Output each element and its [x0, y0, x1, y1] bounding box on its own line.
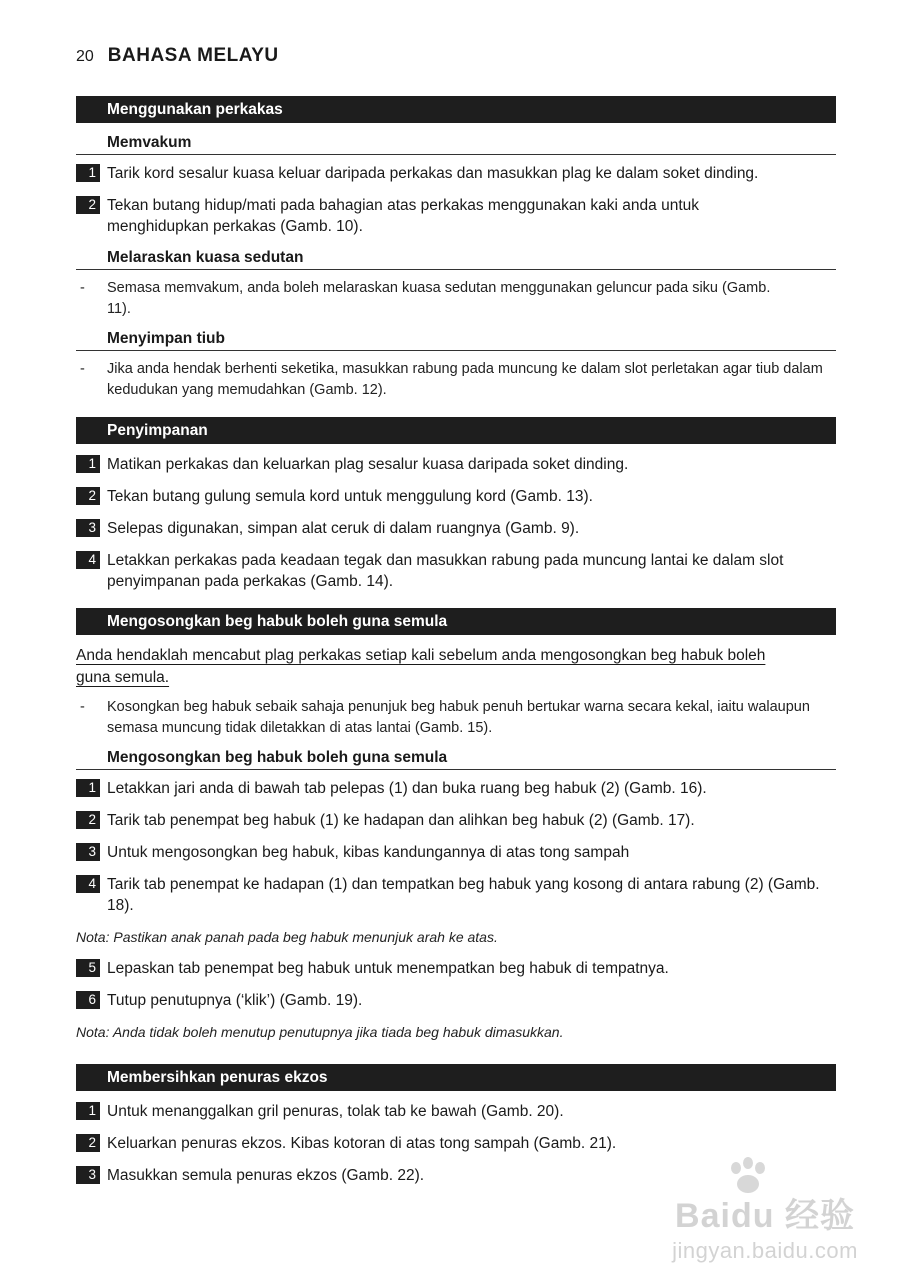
step-item: [76, 810, 836, 831]
step-number: 3: [76, 843, 100, 861]
watermark: [650, 1156, 880, 1263]
bullet-text: Kosongkan beg habuk sebaik sahaja penunjuk beg habuk penuh bertukar warna secara kekal, iaitu walaupun semasa muncung tidak diletakkan di atas lantai (Gamb. 15).: [107, 699, 810, 736]
bullet-dash: -: [80, 699, 85, 715]
step-item: [76, 842, 836, 863]
step-number: 4: [76, 551, 100, 569]
step-item: [76, 874, 836, 916]
step-text: Letakkan perkakas pada keadaan tegak dan masukkan rabung pada muncung lantai ke dalam slot penyimpanan pada perkakas (Gamb. 14).: [107, 552, 784, 590]
step-item: [76, 550, 836, 592]
step-text: Selepas digunakan, simpan alat ceruk di dalam ruangnya (Gamb. 9).: [107, 520, 580, 537]
step-item: [76, 1133, 836, 1154]
step-text: Matikan perkakas dan keluarkan plag sesalur kuasa daripada soket dinding.: [107, 456, 629, 473]
step-item: [76, 1101, 836, 1122]
step-item: [76, 518, 836, 539]
watermark-url: jingyan.baidu.com: [672, 1238, 858, 1263]
subheading: Melaraskan kuasa sedutan: [76, 248, 836, 270]
watermark-logo: Baidu 经验: [675, 1197, 855, 1235]
bullet-text: Semasa memvakum, anda boleh melaraskan kuasa sedutan menggunakan gelunc​ur pada siku (Gamb. 11).: [107, 280, 771, 317]
bullet-item: [76, 697, 836, 739]
step-number: 1: [76, 779, 100, 797]
step-text: Keluarkan penuras ekzos. Kibas kotoran di atas tong sampah (Gamb. 21).: [107, 1135, 617, 1152]
paw-icon: [726, 1156, 770, 1196]
step-text: Untuk mengosongkan beg habuk, kibas kandungannya di atas tong sampah: [107, 844, 630, 861]
note-text: Nota: Pastikan anak panah pada beg habuk menunjuk arah ke atas.: [76, 929, 498, 945]
step-item: [76, 990, 836, 1011]
step-item: [76, 195, 836, 237]
section-heading: Menggunakan perkakas: [76, 96, 836, 123]
bullet-text: Jika anda hendak berhenti seketika, masukkan rabung pada muncung ke dalam slot perletakan agar tiub dalam kedudukan yang memudahkan (Gamb. 12).: [107, 361, 823, 398]
step-number: 1: [76, 164, 100, 182]
bullet-dash: -: [80, 361, 85, 377]
subheading: Memvakum: [76, 133, 836, 155]
page-language: BAHASA MELAYU: [107, 45, 279, 66]
step-text: Tekan butang hidup/mati pada bahagian atas perkakas menggunakan kaki anda untuk menghidupkan perkakas (Gamb. 10).: [107, 197, 700, 235]
step-text: Tutup penutupnya (‘klik’) (Gamb. 19).: [107, 992, 363, 1009]
step-text: Tekan butang gulung semula kord untuk menggulung kord (Gamb. 13).: [107, 488, 593, 505]
step-text: Letakkan jari anda di bawah tab pelepas (1) dan buka ruang beg habuk (2) (Gamb. 16).: [107, 780, 707, 797]
step-number: 2: [76, 196, 100, 214]
step-item: [76, 163, 836, 184]
step-number: 4: [76, 875, 100, 893]
bullet-item: [76, 359, 836, 401]
step-number: 3: [76, 1166, 100, 1184]
document-body: [76, 96, 836, 1197]
section-heading: Membersihkan penuras ekzos: [76, 1064, 836, 1091]
step-text: Tarik tab penempat beg habuk (1) ke hadapan dan alihkan beg habuk (2) (Gamb. 17).: [107, 812, 695, 829]
step-number: 1: [76, 1102, 100, 1120]
step-text: Tarik tab penempat ke hadapan (1) dan tempatkan beg habuk yang kosong di antara rabung (2) (Gamb. 18).: [107, 876, 820, 914]
bullet-dash: -: [80, 280, 85, 296]
step-text: Untuk menanggalkan gril penuras, tolak tab ke bawah (Gamb. 20).: [107, 1103, 564, 1120]
step-number: 2: [76, 1134, 100, 1152]
section-heading: Mengosongkan beg habuk boleh guna semula: [76, 608, 836, 635]
subheading: Menyimpan tiub: [76, 329, 836, 351]
page-header: [76, 45, 279, 71]
step-item: [76, 454, 836, 475]
step-number: 2: [76, 487, 100, 505]
step-number: 3: [76, 519, 100, 537]
warning-text: Anda hendaklah mencabut plag perkakas setiap kali sebelum anda mengosongkan beg habuk boleh guna semula.: [76, 647, 766, 686]
step-number: 6: [76, 991, 100, 1009]
step-text: Masukkan semula penuras ekzos (Gamb. 22).: [107, 1167, 425, 1184]
step-item: [76, 958, 836, 979]
step-number: 2: [76, 811, 100, 829]
page-number: 20: [76, 48, 94, 65]
step-text: Lepaskan tab penempat beg habuk untuk menempatkan beg habuk di tempatnya.: [107, 960, 669, 977]
note-text: Nota: Anda tidak boleh menutup penutupnya jika tiada beg habuk dimasukkan.: [76, 1024, 564, 1040]
section-heading: Penyimpanan: [76, 417, 836, 444]
step-item: [76, 486, 836, 507]
step-item: [76, 778, 836, 799]
step-number: 1: [76, 455, 100, 473]
bullet-item: [76, 278, 836, 320]
step-number: 5: [76, 959, 100, 977]
step-text: Tarik kord sesalur kuasa keluar daripada perkakas dan masukkan plag ke dalam soket dinding.: [107, 165, 759, 182]
subheading: Mengosongkan beg habuk boleh guna semula: [76, 748, 836, 770]
